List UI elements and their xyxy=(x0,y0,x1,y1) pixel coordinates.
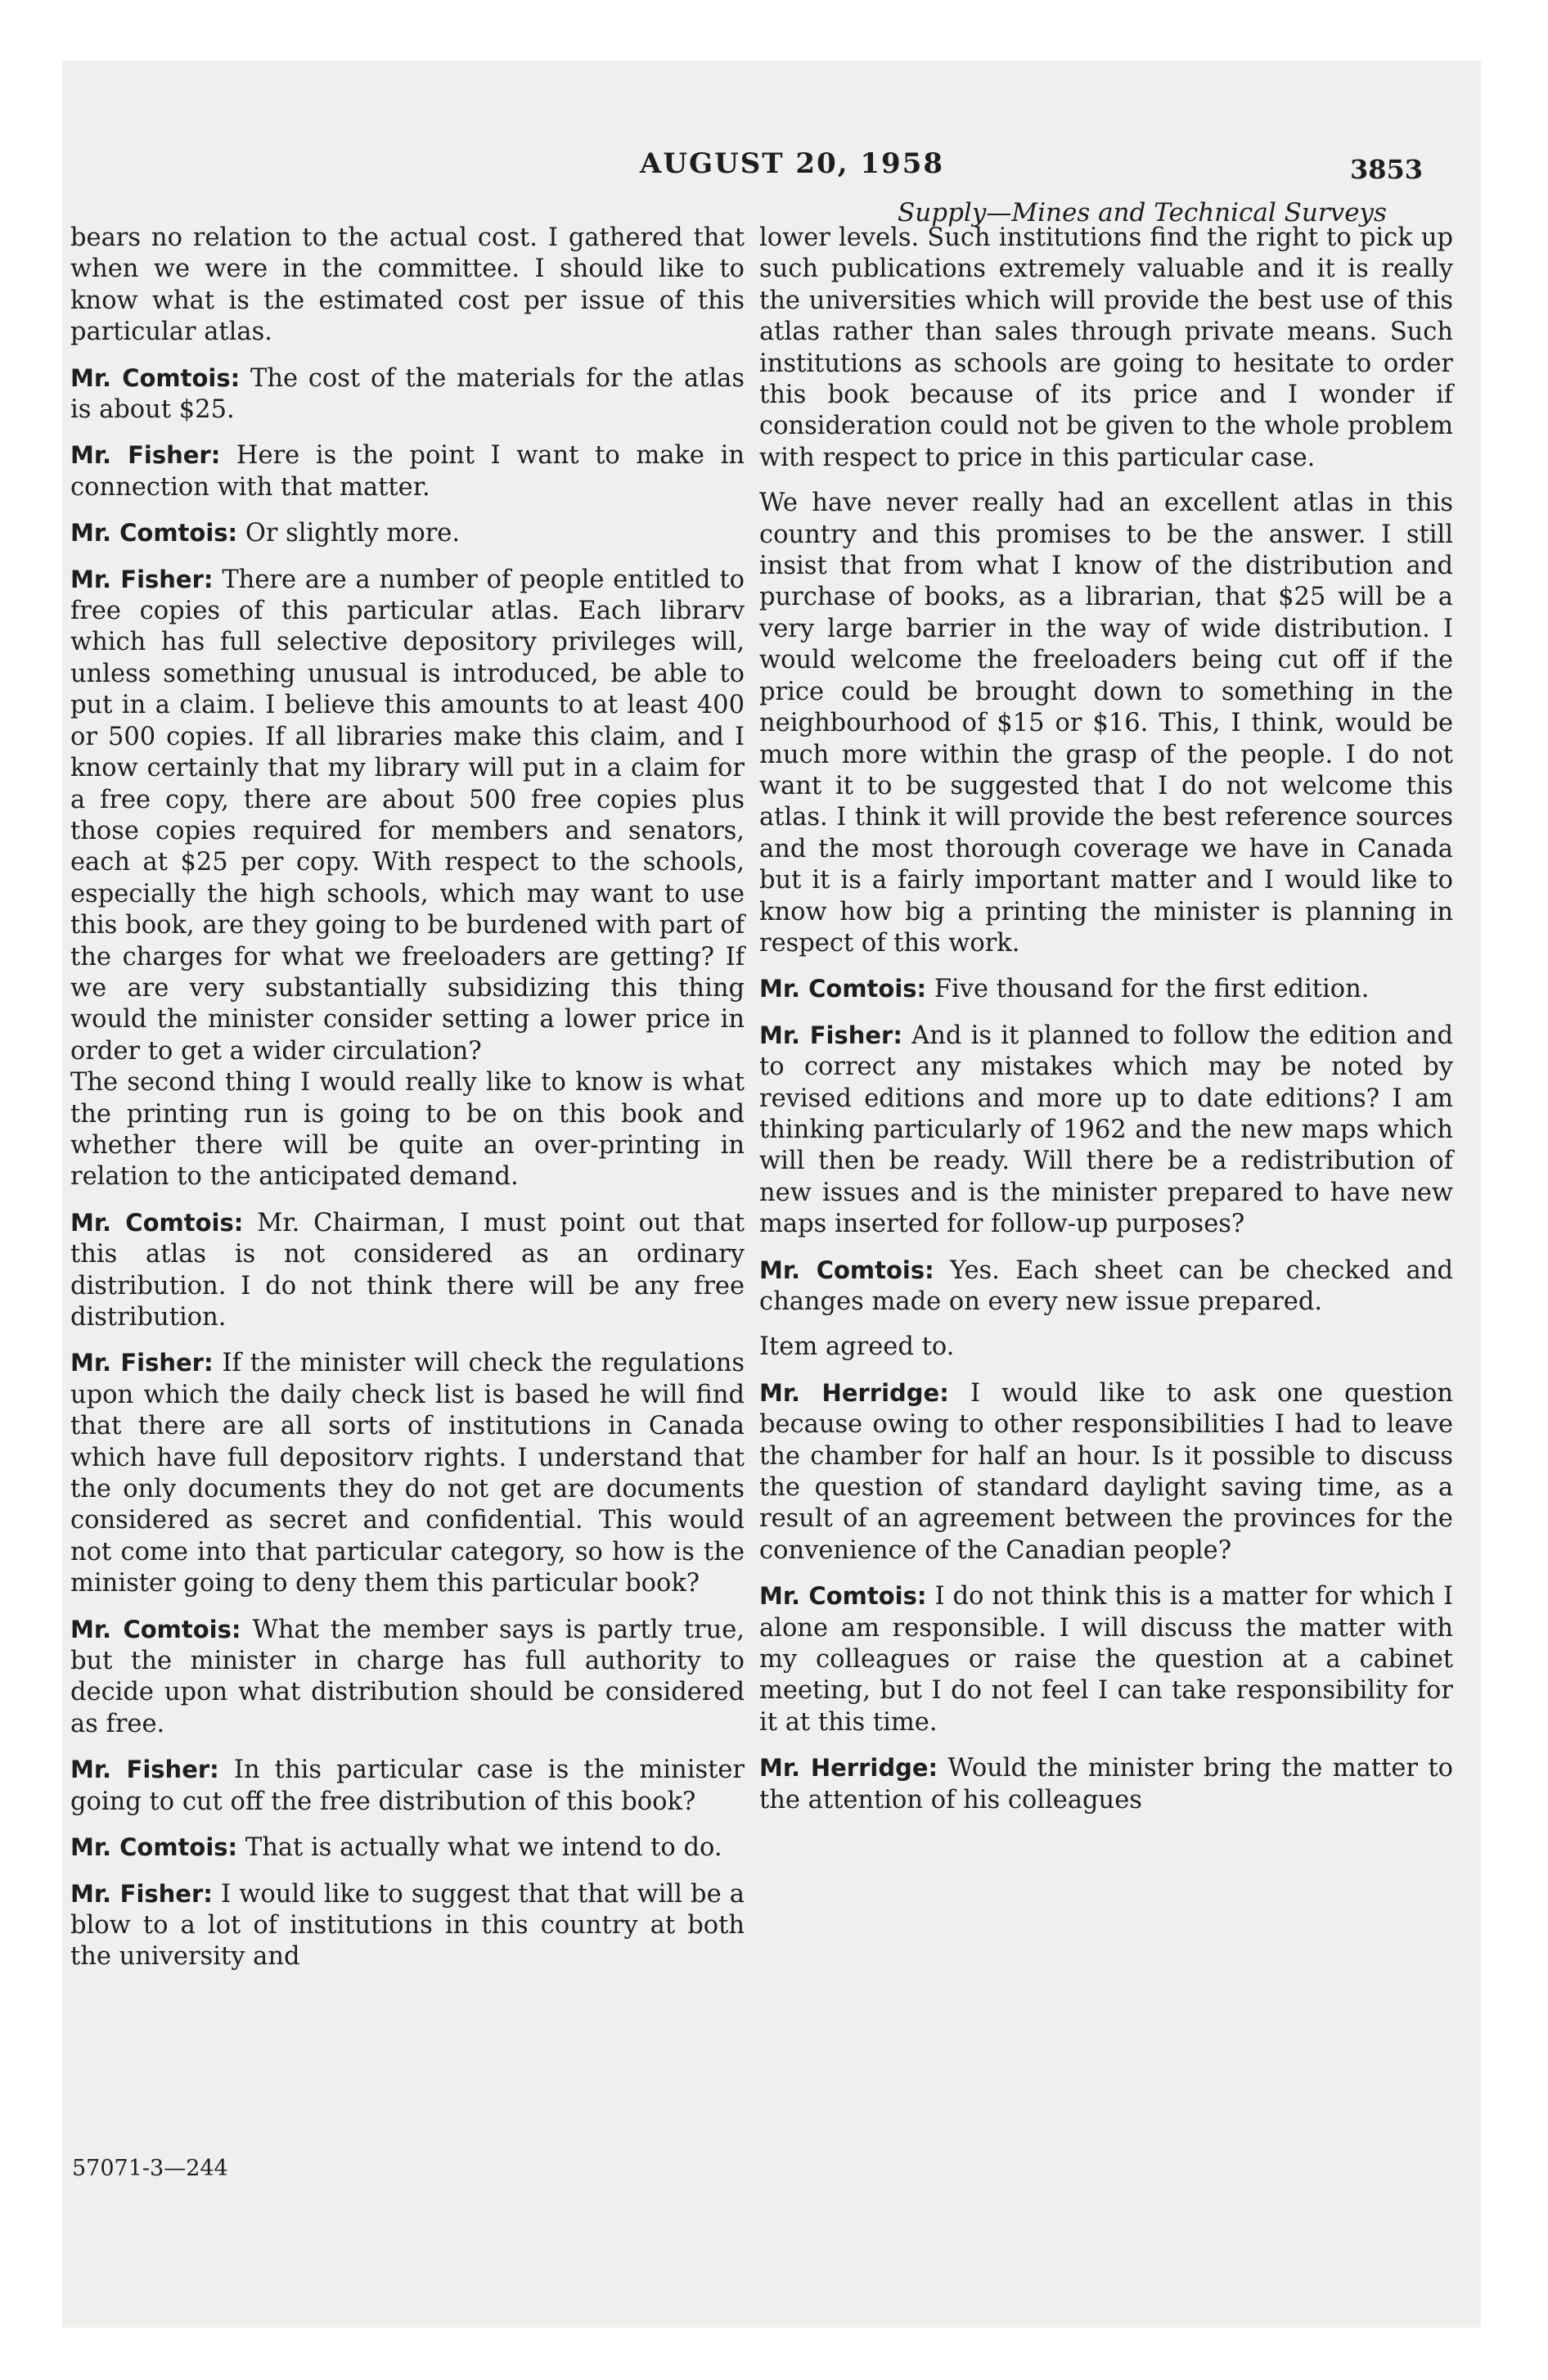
speaker-name: Mr. Comtois: xyxy=(70,1833,238,1862)
paragraph-text: bears no relation to the actual cost. I gathered that when we were in the committee. I should like to know what is the estimated cost per issue of this particular atlas. xyxy=(70,223,745,347)
paragraph-text: Mr. Chairman, I must point out that this atlas is not considered as an ordinary distribution. I do not think there will be any free distribution. xyxy=(70,1208,745,1332)
footer-code: 57071-3—244 xyxy=(72,2156,228,2181)
paragraph-text: What the member says is partly true, but the minister in charge has full authority to decide upon what distribution should be considered as free. xyxy=(70,1615,745,1738)
speaker-name: Mr. Comtois: xyxy=(70,363,241,392)
left-column xyxy=(70,223,745,1973)
paragraph-text: We have never really had an excellent atlas in this country and this promises to be the answer. I still insist that from what I know of the distribution and purchase of books, as a librarian, that $25 will be a very large barrier in the way of wide distribution. I would welcome the freeloaders being cut off if the price could be brought down to something in the neighbourhood of $15 or $16. This, I think, would be much more within the grasp of the people. I do not want it to be suggested that I do not welcome this atlas. I think it will provide the best reference sources and the most thorough coverage we have in Canada but it is a fairly important matter and I would like to know how big a printing the minister is planning in respect of this work. xyxy=(759,489,1453,958)
paragraph-text: Would the minister bring the matter to the attention of his colleagues xyxy=(759,1754,1453,1814)
paragraph xyxy=(759,488,1453,959)
speaker-name: Mr. Herridge: xyxy=(759,1754,938,1783)
speaker-name: Mr. Herridge: xyxy=(759,1378,949,1407)
paragraph-text: Yes. Each sheet can be checked and changes made on every new issue prepared. xyxy=(759,1255,1453,1316)
speaker-name: Mr. Fisher: xyxy=(70,1879,213,1908)
paragraph xyxy=(70,564,745,1068)
paragraph xyxy=(759,1752,1453,1816)
paragraph xyxy=(70,1347,745,1599)
paragraph-text: I do not think this is a matter for which I alone am responsible. I will discuss the matter with my colleagues or raise the question at a cabinet meeting, but I do not feel I can take responsibility for it at this time. xyxy=(759,1582,1453,1737)
paragraph-text: I would like to ask one question because owing to other responsibilities I had to leave the chamber for half an hour. Is it possible to discuss the question of standard daylight saving time, as a result of an agreement between the provinces for the convenience of the Canadian people? xyxy=(759,1378,1454,1565)
paragraph-text: The cost of the materials for the atlas is about $25. xyxy=(70,363,745,425)
paragraph xyxy=(70,1614,745,1741)
paragraph xyxy=(70,1832,745,1864)
paragraph xyxy=(70,1067,745,1193)
paragraph-text: lower levels. Such institutions find the right to pick up such publications extremely valuable and it is really the universities which will provide the best use of this atlas rather than sales through private means. Such institutions as schools are going to hesitate to order this book because of its price and I wonder if consideration could not be given to the whole problem with respect to price in this particular case. xyxy=(759,223,1453,472)
running-head: Supply—Mines and Technical Surveys xyxy=(898,198,1387,228)
paragraph xyxy=(70,517,745,549)
paragraph-text: That is actually what we intend to do. xyxy=(245,1833,722,1863)
speaker-name: Mr. Fisher: xyxy=(70,565,214,593)
paragraph-text: Or slightly more. xyxy=(245,519,461,548)
speaker-name: Mr. Comtois: xyxy=(70,1208,244,1237)
header-date: AUGUST 20, 1958 xyxy=(640,147,945,180)
paragraph xyxy=(759,1255,1453,1318)
paragraph-text: Item agreed to. xyxy=(759,1332,955,1362)
paragraph xyxy=(70,363,745,426)
paragraph xyxy=(759,1377,1453,1566)
paragraph xyxy=(759,1580,1453,1738)
speaker-name: Mr. Fisher: xyxy=(70,1756,219,1784)
speaker-name: Mr. Fisher: xyxy=(70,1349,214,1377)
page-number: 3853 xyxy=(1350,154,1424,185)
paragraph xyxy=(70,223,745,349)
paragraph-text: And is it planned to follow the edition and to correct any mistakes which may be noted by revised editions and more up to date editions? I am thinking particularly of 1962 and the new maps which will then be ready. Will there be a redistribution of new issues and is the minister prepared to have new maps inserted for follow-up purposes? xyxy=(759,1021,1453,1239)
paragraph-text: The second thing I would really like to know is what the printing run is going to be on this book and whether there will be quite an over-printing in relation to the anticipated demand. xyxy=(70,1068,745,1192)
paragraph xyxy=(70,1754,745,1818)
paragraph-text: There are a number of people entitled to free copies of this particular atlas. Each librarv which has full selective depository privileges will, unless something unusual is introduced, be able to put in a claim. I believe this amounts to at least 400 or 500 copies. If all libraries make this claim, and I know certainly that my library will put in a claim for a free copy, there are about 500 free copies plus those copies required for members and senators, each at $25 per copy. With respect to the schools, especially the high schools, which may want to use this book, are they going to be burdened with part of the charges for what we freeloaders are getting? If we are very substantially subsidizing this thing would the minister consider setting a lower price in order to get a wider circulation? xyxy=(70,565,745,1066)
speaker-name: Mr. Comtois: xyxy=(70,1615,241,1643)
speaker-name: Mr. Comtois: xyxy=(70,519,238,548)
paragraph xyxy=(759,1332,1453,1363)
paragraph xyxy=(70,1878,745,1973)
paragraph-text: Here is the point I want to make in connection with that matter. xyxy=(70,441,745,502)
speaker-name: Mr. Comtois: xyxy=(759,975,927,1003)
paragraph-text: If the minister will check the regulations upon which the daily check list is based he will find that there are all sorts of institutions in Canada which have full depositorv rights. I understand that the only documents they do not get are documents considered as secret and confidential. This would not come into that particular category, so how is the minister going to deny them this particular book? xyxy=(70,1349,745,1598)
speaker-name: Mr. Fisher: xyxy=(759,1021,902,1049)
paragraph-text: I would like to suggest that that will be a blow to a lot of institutions in this country at both the university and xyxy=(70,1879,745,1972)
paragraph xyxy=(70,1207,745,1334)
paragraph xyxy=(759,223,1453,474)
right-column xyxy=(759,223,1453,1816)
paragraph xyxy=(759,973,1453,1005)
page-sheet xyxy=(62,61,1481,2328)
paragraph-text: Five thousand for the first edition. xyxy=(934,975,1370,1004)
paragraph xyxy=(70,439,745,503)
speaker-name: Mr. Fisher: xyxy=(70,441,221,470)
paragraph-text: In this particular case is the minister going to cut off the free distribution of this book? xyxy=(70,1756,745,1816)
speaker-name: Mr. Comtois: xyxy=(759,1255,934,1284)
speaker-name: Mr. Comtois: xyxy=(759,1582,927,1611)
paragraph xyxy=(759,1020,1453,1241)
